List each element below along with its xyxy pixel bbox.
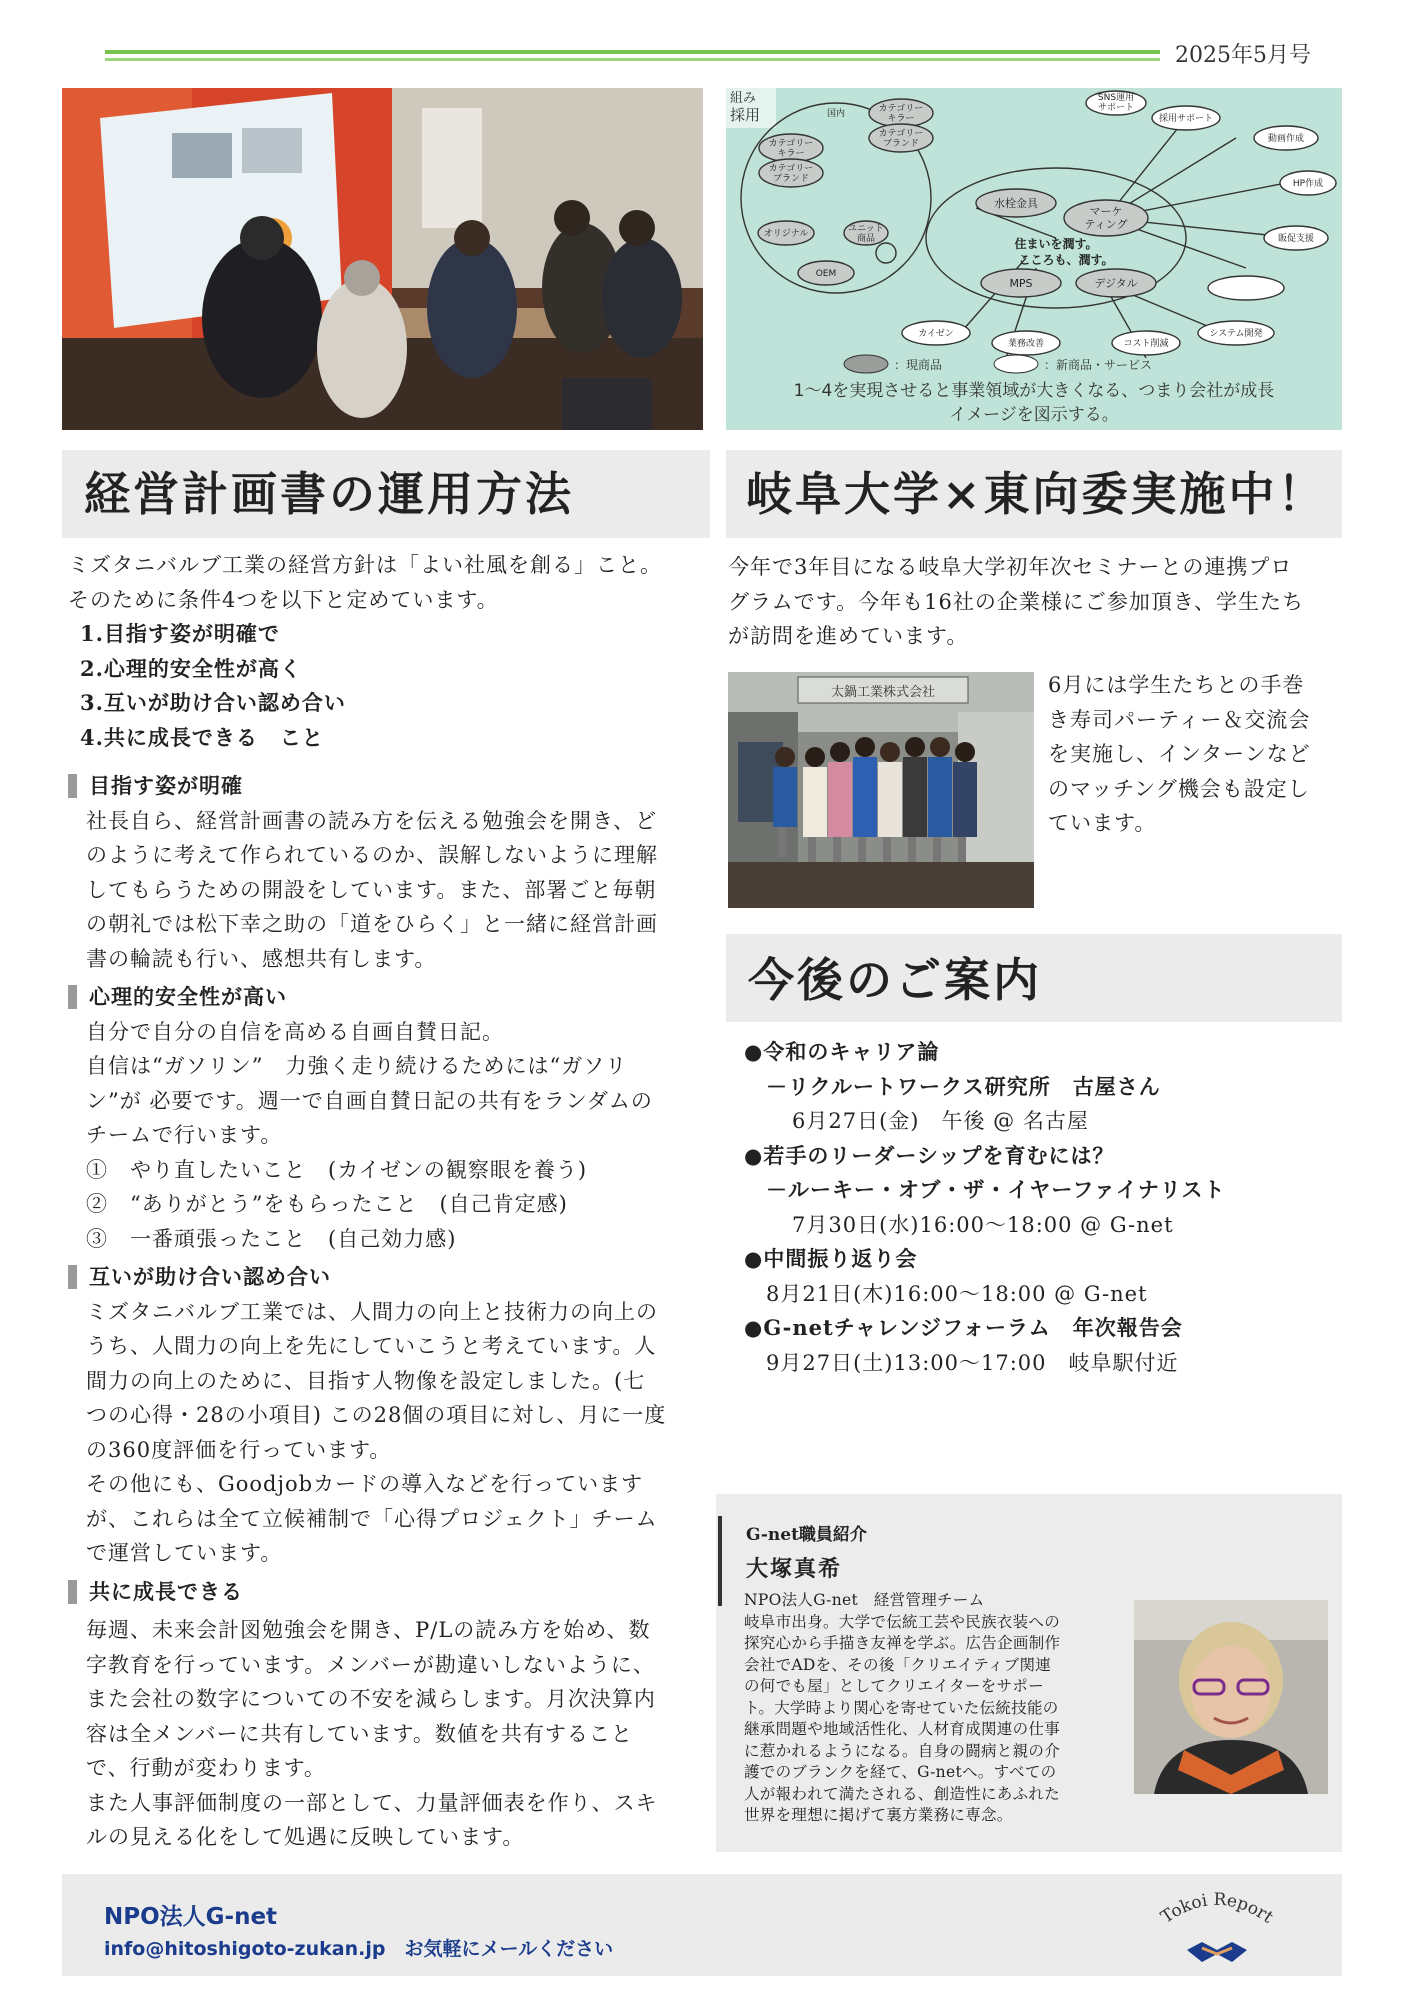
staff-profile-box [716,1494,1342,1852]
section-1-text [68,804,708,977]
node-marketing2: ティング [1084,218,1128,231]
s4-line: 容は全メンバーに共有しています。数値を共有すること [86,1721,633,1746]
s1-line: 社長自ら、経営計画書の読み方を伝える勉強会を開き、ど [86,808,658,833]
s3-line: うち、人間力の向上を先にしていこうと考えています。人 [86,1334,657,1358]
business-diagram-photo [726,88,1342,430]
section-bar [68,1580,77,1604]
staff-portrait [1134,1600,1328,1794]
staff-bio-line: に惹かれるようになる。自身の闘病と親の介 [744,1741,1061,1760]
issue-date: 2025年5月号 [1175,43,1311,68]
s3-line: 間力の向上のために、目指す人物像を設定しました。(七 [86,1368,646,1393]
right-title-block [726,450,1342,538]
section-heading-text: 互いが助け合い認め合い [89,1264,331,1289]
staff-label: G-net職員紹介 [746,1525,867,1545]
staff-bio-line: 世界を理想に掲げて裏方業務に専念。 [744,1806,1013,1824]
node-cat2: キラー [777,149,805,159]
s3-line: つの心得・28の小項目) この28個の項目に対し、月に一度 [86,1403,667,1427]
s1-line: のように考えて作られているのか、誤解しないように理解 [86,843,658,867]
node-sales: 販促支援 [1277,234,1315,244]
event-speaker: －リクルートワークス研究所 古屋さん [766,1073,1161,1099]
left-body [68,548,708,1855]
footer-contact[interactable]: info@hitoshigoto-zukan.jp お気軽にメールください [104,1938,614,1960]
s3-line: が、これらは全て立候補制で「心得プロジェクト」チーム [86,1506,658,1531]
event-title: ●G-netチャレンジフォーラム 年次報告会 [744,1315,1183,1340]
s3-line: ミズタニバルブ工業では、人間力の向上と技術力の向上の [86,1299,658,1324]
events-title: 今後のご案内 [748,953,1042,1007]
conditions-list [68,617,708,755]
section-heading-4 [68,1575,708,1610]
node-cat1: カテゴリー [768,139,814,149]
event-date: 6月27日(金) 午後 @ 名古屋 [792,1109,1089,1133]
legend-new: ：新商品・サービス [1044,358,1153,372]
legend-existing: ：現商品 [894,358,943,372]
s2-line: ① やり直したいこと (カイゼンの観察眼を養う) [86,1157,588,1182]
slide-caption-1: 1〜4を実現させると事業領域が大きくなる、つまり会社が成長 [793,381,1275,401]
node-cat3d: ブランド [882,139,920,149]
seminar-photo [62,88,703,430]
node-cost: コスト削減 [1123,339,1169,349]
section-heading-3 [68,1260,708,1295]
staff-bio-line: 人が報われて満たされる、創造性にあふれた [744,1784,1061,1803]
node-sns: SNS運用 [1097,93,1135,103]
s1-line: してもらうための開設をしています。また、部署ごと毎朝 [86,877,657,902]
side-line: を実施し、インターンなど [1048,742,1311,766]
side-line: 6月には学生たちとの手巻 [1048,673,1305,697]
node-oem: OEM [815,269,837,279]
section-bar [68,1265,77,1289]
section-heading-text: 共に成長できる [89,1578,243,1604]
side-line: ています。 [1048,811,1157,835]
handshake-icon [1187,1942,1247,1962]
event-title: ●若手のリーダーシップを育むには？ [744,1142,1115,1168]
node-gyomu: 業務改善 [1007,339,1045,349]
node-recruit: 採用サポート [1158,114,1214,124]
node-mps: MPS [1009,277,1033,290]
staff-bio-line: 会社でADを、その後「クリエイティブ関連 [744,1655,1052,1674]
condition-1: 1.目指す姿が明確で [80,621,280,646]
event-speaker: －ルーキー・オブ・ザ・イヤーファイナリスト [766,1177,1226,1202]
event-date: 7月30日(水)16:00～18:00 @ G-net [792,1212,1174,1237]
section-heading-1 [68,769,708,804]
staff-bio-line: NPO法人G-net 経営管理チーム [744,1591,985,1609]
section-4-text [68,1613,708,1855]
right-intro-line: 今年で3年目になる岐阜大学初年次セミナーとの連携プロ [728,555,1293,579]
condition-2: 2.心理的安全性が高く [80,655,302,681]
staff-bio [744,1590,1144,1827]
node-cat3: ブランド [772,174,810,184]
right-title: 岐阜大学×東向委実施中！ [746,467,1327,521]
slide-corner-2: 採用 [730,106,761,124]
node-cat1c: カテゴリー [878,104,924,114]
section-2-text [68,1015,708,1257]
s3-line: で運営しています。 [86,1541,283,1565]
section-heading-text: 心理的安全性が高い [89,984,287,1009]
s4-line: で、行動が変わります。 [86,1756,326,1780]
section-bar [68,985,77,1009]
node-cat2c: キラー [887,114,915,124]
staff-bio-line: の何でも屋」としてクリエイターをサポー [744,1677,1044,1695]
s1-line: の朝礼では松下幸之助の「道をひらく」と一緒に経営計画 [86,912,658,936]
node-marketing: マーケ [1089,205,1123,218]
section-heading-2 [68,980,708,1015]
s2-line: ③ 一番頑張ったこと (自己効力感) [86,1226,457,1251]
condition-3: 3.互いが助け合い認め合い [80,690,346,715]
s2-line: ン”が 必要です。週一で自画自賛日記の共有をランダムの [86,1088,653,1113]
node-suisen: 水栓金具 [994,197,1038,210]
left-title-block [62,450,710,538]
s3-line: その他にも、Goodjobカードの導入などを行っています [86,1472,644,1496]
s2-line: 自分で自分の自信を高める自画自賛日記。 [86,1019,504,1044]
node-unit: ユニット [848,224,884,234]
header-rule-bottom [105,58,1160,61]
node-system: システム開発 [1209,329,1263,339]
side-line: のマッチング機会も設定し [1048,776,1310,801]
section-bar [68,774,77,798]
staff-accent-bar [718,1516,722,1606]
right-intro [728,550,1348,654]
staff-bio-line: ト。大学時より関心を寄せていた伝統技能の [744,1698,1059,1717]
node-cat1b: カテゴリー [768,164,814,174]
section-3-text [68,1295,708,1571]
node-original: オリジナル [763,229,809,239]
node-video: 動画作成 [1267,134,1305,144]
s3-line: の360度評価を行っています。 [86,1437,392,1462]
s2-line: ② “ありがとう”をもらったこと (自己肯定感) [86,1192,568,1216]
node-digital: デジタル [1094,277,1138,290]
events-title-block [726,934,1342,1022]
condition-4: 4.共に成長できる こと [80,724,324,750]
node-tagline2: こころも、潤す。 [1018,253,1114,267]
node-shohin: 商品 [856,234,876,244]
side-line: き寿司パーティー＆交流会 [1048,707,1311,732]
footer-org: NPO法人G-net [104,1904,278,1930]
s2-line: 自信は“ガソリン” 力強く走り続けるためには“ガソリ [86,1054,628,1078]
s4-line: ルの見える化をして処遇に反映しています。 [86,1825,525,1849]
slide-corner-1: 組み [730,91,757,106]
tokoi-report-logo [1142,1880,1292,1972]
right-intro-line: グラムです。今年も16社の企業様にご参加頂き、学生たち [728,589,1304,614]
event-date: 9月27日(土)13:00～17:00 岐阜駅付近 [766,1350,1179,1375]
node-kokunai: 国内 [826,109,846,119]
students-photo [728,672,1034,908]
right-intro-line: が訪問を進めています。 [728,624,969,648]
intro-line-1: ミズタニバルブ工業の経営方針は「よい社風を創る」こと。 [68,553,662,577]
events-list [744,1035,1344,1380]
staff-bio-line: 護でのブランクを経て、G-netへ。すべての [744,1763,1057,1781]
staff-bio-line: 継承問題や地域活性化、人材育成関連の仕事 [744,1720,1061,1738]
s4-line: また人事評価制度の一部として、力量評価表を作り、スキ [86,1790,658,1815]
slide-caption-2: イメージを図示する。 [949,405,1119,425]
intro-line-2: そのために条件4つを以下と定めています。 [68,587,499,612]
event-title: ●令和のキャリア論 [744,1039,940,1064]
staff-bio-line: 探究心から手描き友禅を学ぶ。広告企画制作 [744,1634,1061,1652]
building-sign: 太鍋工業株式会社 [830,685,936,700]
event-date: 8月21日(木)16:00～18:00 @ G-net [766,1281,1148,1306]
s4-line: 字教育を行っています。メンバーが勘違いしないように、 [86,1652,655,1677]
node-hp: HP作成 [1292,179,1324,189]
left-title: 経営計画書の運用方法 [84,467,574,521]
node-support: サポート [1097,103,1135,113]
event-title: ●中間振り返り会 [744,1246,918,1271]
footer [62,1874,1342,1976]
staff-name: 大塚真希 [746,1556,843,1582]
node-tagline1: 住まいを潤す。 [1014,237,1098,251]
s4-line: また会社の数字についての不安を減らします。月次決算内 [86,1687,656,1711]
s2-line: チームで行います。 [86,1123,283,1147]
logo-text: Tokoi Report [1157,1889,1277,1928]
s4-line: 毎週、未来会計図勉強会を開き、P/Lの読み方を始め、数 [86,1618,651,1642]
s1-line: 書の輪読も行い、感想共有します。 [86,946,437,971]
section-heading-text: 目指す姿が明確 [89,773,243,798]
node-cat1d: カテゴリー [878,129,924,139]
right-side-text [1048,668,1348,841]
staff-bio-line: 岐阜市出身。大学で伝統工芸や民族衣装への [744,1612,1061,1631]
node-kaizen: カイゼン [918,329,954,339]
header-rule-top [105,50,1160,54]
